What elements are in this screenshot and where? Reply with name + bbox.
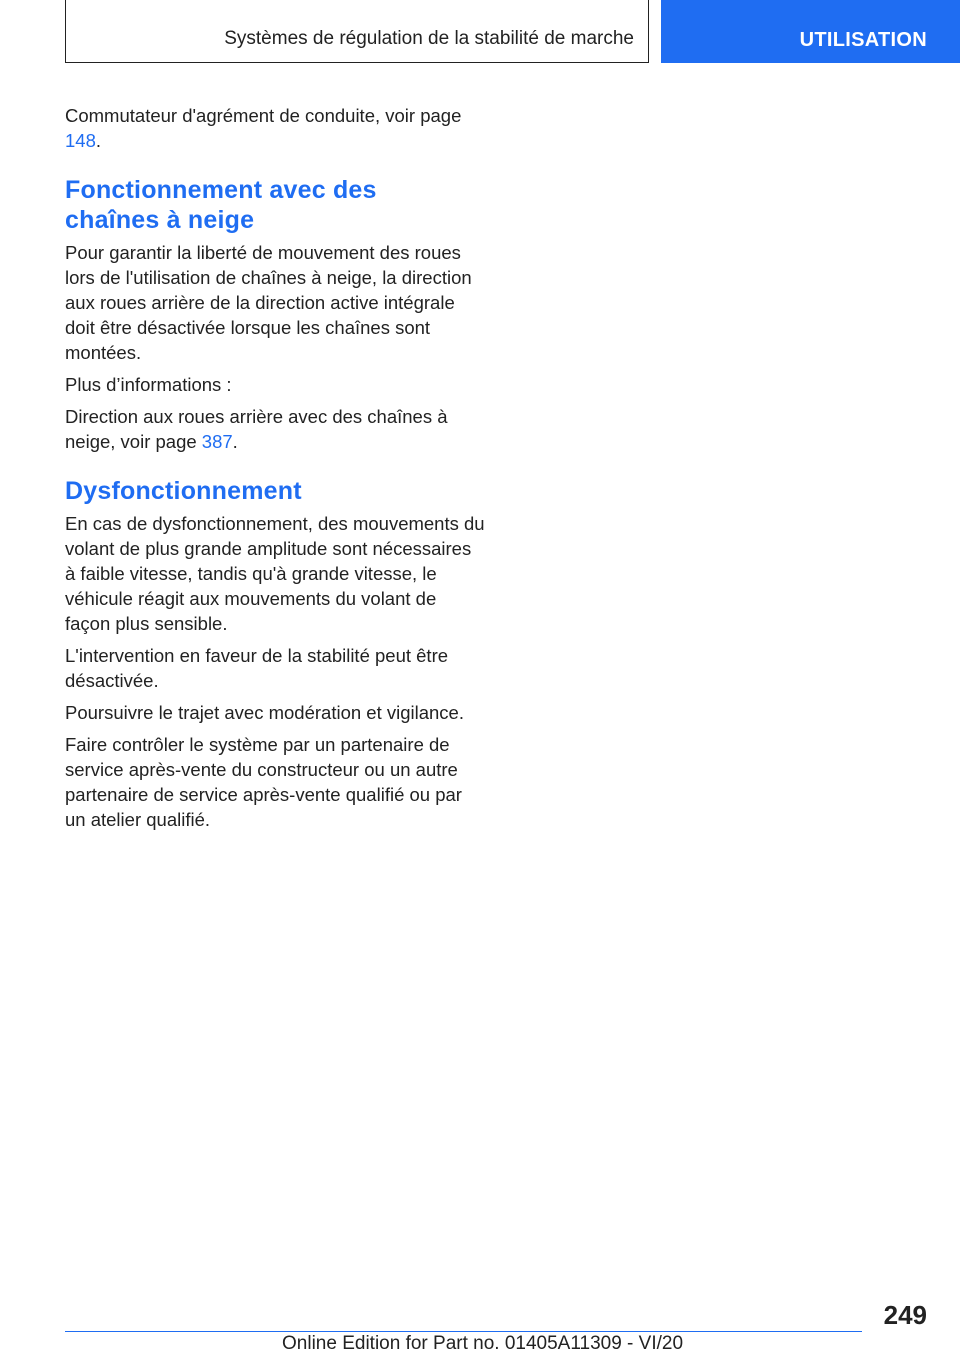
paragraph: Faire contrôler le système par un partenaire de service après-vente du constructeur ou un autre partenaire de service après-vente qualifié ou par un atelier qualifié. <box>65 734 462 830</box>
chapter-tab-label: UTILISATION <box>799 29 927 51</box>
chapter-tab <box>661 0 960 63</box>
edition-note: Online Edition for Part no. 01405A11309 - VI/20 <box>282 1333 684 1354</box>
paragraph: En cas de dysfonctionnement, des mouvements du volant de plus grande amplitude sont nécessaires à faible vitesse, tandis qu'à grande vitesse, le véhicule réagit aux mouvements du volant de façon plus sensible. <box>65 513 485 634</box>
page-link-387[interactable]: 387 <box>201 431 233 452</box>
running-header <box>65 0 649 63</box>
paragraph: Plus d’informations : <box>65 374 232 395</box>
paragraph: L'intervention en faveur de la stabilité peut être désactivée. <box>65 645 449 691</box>
page-number: 249 <box>883 1300 927 1330</box>
intro-paragraph: Commutateur d'agrément de conduite, voir page 148. <box>65 105 462 151</box>
paragraph: Direction aux roues arrière avec des chaînes à neige, voir page 387. <box>65 406 448 452</box>
heading-snow-chains: Fonctionnement avec des chaînes à neige <box>65 176 377 234</box>
page-link-148[interactable]: 148 <box>65 130 96 151</box>
main-content <box>65 103 485 839</box>
section-title: Systèmes de régulation de la stabilité de marche <box>224 28 634 49</box>
paragraph: Pour garantir la liberté de mouvement des roues lors de l'utilisation de chaînes à neige, la direction aux roues arrière de la direction active intégrale doit être désactivée lorsque les chaînes sont montées. <box>65 242 472 363</box>
paragraph: Poursuivre le trajet avec modération et vigilance. <box>65 702 464 723</box>
heading-malfunction: Dysfonctionnement <box>65 477 302 505</box>
footer-divider <box>65 1331 862 1332</box>
